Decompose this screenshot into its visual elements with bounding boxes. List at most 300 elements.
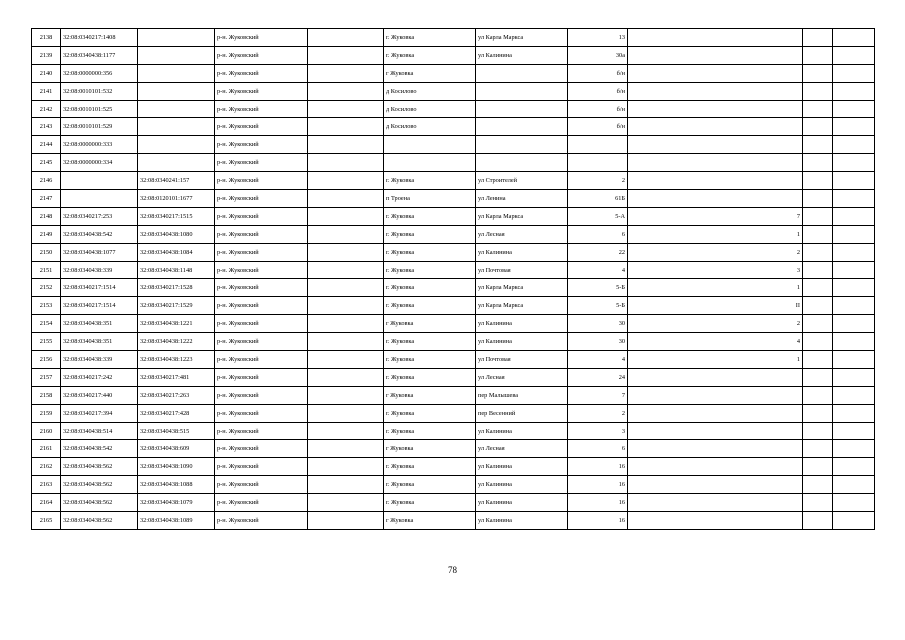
cadastral-number-cell: 32:08:0340438:542 [61, 225, 138, 243]
row-number-cell: 2162 [32, 458, 61, 476]
apartment-cell [628, 440, 803, 458]
cadastral-number-cell: 32:08:0340438:339 [61, 261, 138, 279]
blank-cell [308, 64, 384, 82]
object-cadastral-number-cell [138, 46, 215, 64]
district-cell: р-н. Жуковский [215, 458, 308, 476]
row-number-cell: 2163 [32, 476, 61, 494]
row-number-cell: 2145 [32, 154, 61, 172]
object-cadastral-number-cell [138, 64, 215, 82]
blank-cell [803, 458, 833, 476]
row-number-cell: 2165 [32, 512, 61, 530]
blank-cell [308, 422, 384, 440]
house-number-cell: б/н [568, 64, 628, 82]
object-cadastral-number-cell: 32:08:0340438:1088 [138, 476, 215, 494]
blank-cell [308, 368, 384, 386]
row-number-cell: 2147 [32, 190, 61, 208]
blank-cell [803, 404, 833, 422]
blank-cell [308, 136, 384, 154]
table-row [32, 386, 875, 404]
locality-cell: г. Жуковка [384, 458, 476, 476]
blank-cell [833, 297, 875, 315]
house-number-cell: 16 [568, 512, 628, 530]
blank-cell [308, 476, 384, 494]
district-cell: р-н. Жуковский [215, 351, 308, 369]
blank-cell [308, 279, 384, 297]
blank-cell [833, 315, 875, 333]
locality-cell: г. Жуковка [384, 279, 476, 297]
page-number: 78 [448, 565, 457, 575]
object-cadastral-number-cell [138, 100, 215, 118]
apartment-cell: 1 [628, 351, 803, 369]
blank-cell [308, 261, 384, 279]
blank-cell [833, 422, 875, 440]
district-cell: р-н. Жуковский [215, 190, 308, 208]
blank-cell [803, 386, 833, 404]
street-cell: ул Калинина [476, 494, 568, 512]
object-cadastral-number-cell: 32:08:0340438:1090 [138, 458, 215, 476]
cadastral-number-cell: 32:08:0340438:339 [61, 351, 138, 369]
district-cell: р-н. Жуковский [215, 261, 308, 279]
apartment-cell [628, 458, 803, 476]
cadastral-number-cell [61, 172, 138, 190]
table-body [32, 29, 875, 530]
cadastral-number-cell: 32:08:0000000:333 [61, 136, 138, 154]
apartment-cell [628, 118, 803, 136]
blank-cell [833, 261, 875, 279]
row-number-cell: 2144 [32, 136, 61, 154]
blank-cell [833, 100, 875, 118]
street-cell [476, 154, 568, 172]
object-cadastral-number-cell: 32:08:0340438:1223 [138, 351, 215, 369]
blank-cell [833, 404, 875, 422]
table-row [32, 440, 875, 458]
locality-cell: д Косилово [384, 118, 476, 136]
object-cadastral-number-cell: 32:08:0340438:1079 [138, 494, 215, 512]
cadastral-number-cell: 32:08:0340217:253 [61, 207, 138, 225]
district-cell: р-н. Жуковский [215, 136, 308, 154]
table-row [32, 297, 875, 315]
district-cell: р-н. Жуковский [215, 172, 308, 190]
blank-cell [833, 333, 875, 351]
district-cell: р-н. Жуковский [215, 494, 308, 512]
street-cell [476, 118, 568, 136]
blank-cell [308, 512, 384, 530]
district-cell: р-н. Жуковский [215, 29, 308, 47]
blank-cell [308, 458, 384, 476]
object-cadastral-number-cell [138, 136, 215, 154]
street-cell: ул Калинина [476, 243, 568, 261]
blank-cell [803, 243, 833, 261]
blank-cell [803, 207, 833, 225]
locality-cell: г Жуковка [384, 440, 476, 458]
locality-cell: г. Жуковка [384, 29, 476, 47]
table-row [32, 190, 875, 208]
registry-table [31, 28, 875, 530]
object-cadastral-number-cell: 32:08:0340241:157 [138, 172, 215, 190]
row-number-cell: 2138 [32, 29, 61, 47]
house-number-cell: 30 [568, 333, 628, 351]
district-cell: р-н. Жуковский [215, 422, 308, 440]
blank-cell [803, 261, 833, 279]
house-number-cell: 30 [568, 315, 628, 333]
apartment-cell [628, 512, 803, 530]
cadastral-number-cell: 32:08:0340217:440 [61, 386, 138, 404]
blank-cell [803, 46, 833, 64]
house-number-cell: 5-Б [568, 279, 628, 297]
house-number-cell: 6 [568, 225, 628, 243]
blank-cell [803, 297, 833, 315]
object-cadastral-number-cell: 32:08:0340217:1528 [138, 279, 215, 297]
table-row [32, 243, 875, 261]
cadastral-number-cell: 32:08:0340217:242 [61, 368, 138, 386]
blank-cell [833, 494, 875, 512]
blank-cell [833, 225, 875, 243]
house-number-cell [568, 136, 628, 154]
street-cell: ул Лесная [476, 440, 568, 458]
locality-cell: д Косилово [384, 100, 476, 118]
locality-cell: г. Жуковка [384, 333, 476, 351]
street-cell: ул Карла Маркса [476, 207, 568, 225]
street-cell [476, 64, 568, 82]
row-number-cell: 2149 [32, 225, 61, 243]
house-number-cell: б/н [568, 82, 628, 100]
cadastral-number-cell: 32:08:0340438:562 [61, 458, 138, 476]
apartment-cell [628, 494, 803, 512]
district-cell: р-н. Жуковский [215, 64, 308, 82]
row-number-cell: 2157 [32, 368, 61, 386]
row-number-cell: 2143 [32, 118, 61, 136]
object-cadastral-number-cell: 32:08:0340217:1515 [138, 207, 215, 225]
apartment-cell [628, 136, 803, 154]
locality-cell: п Троена [384, 190, 476, 208]
blank-cell [308, 172, 384, 190]
table-row [32, 172, 875, 190]
cadastral-number-cell: 32:08:0340438:514 [61, 422, 138, 440]
object-cadastral-number-cell: 32:08:0120101:1677 [138, 190, 215, 208]
blank-cell [308, 82, 384, 100]
cadastral-number-cell: 32:08:0340438:562 [61, 494, 138, 512]
blank-cell [803, 476, 833, 494]
house-number-cell: 4 [568, 261, 628, 279]
locality-cell: г. Жуковка [384, 351, 476, 369]
locality-cell: г. Жуковка [384, 368, 476, 386]
house-number-cell: 30а [568, 46, 628, 64]
blank-cell [803, 351, 833, 369]
blank-cell [308, 118, 384, 136]
blank-cell [833, 29, 875, 47]
table-row [32, 512, 875, 530]
apartment-cell [628, 154, 803, 172]
blank-cell [833, 172, 875, 190]
table-row [32, 207, 875, 225]
apartment-cell: 7 [628, 207, 803, 225]
blank-cell [833, 458, 875, 476]
table-row [32, 118, 875, 136]
blank-cell [803, 368, 833, 386]
blank-cell [833, 243, 875, 261]
table-row [32, 368, 875, 386]
table-row [32, 154, 875, 172]
row-number-cell: 2151 [32, 261, 61, 279]
house-number-cell: 24 [568, 368, 628, 386]
street-cell: ул Калинина [476, 333, 568, 351]
blank-cell [803, 136, 833, 154]
district-cell: р-н. Жуковский [215, 315, 308, 333]
row-number-cell: 2148 [32, 207, 61, 225]
blank-cell [308, 351, 384, 369]
table-row [32, 458, 875, 476]
object-cadastral-number-cell [138, 154, 215, 172]
blank-cell [308, 207, 384, 225]
blank-cell [833, 118, 875, 136]
district-cell: р-н. Жуковский [215, 100, 308, 118]
locality-cell: г. Жуковка [384, 243, 476, 261]
house-number-cell: 7 [568, 386, 628, 404]
table-row [32, 82, 875, 100]
object-cadastral-number-cell: 32:08:0340438:1221 [138, 315, 215, 333]
street-cell [476, 136, 568, 154]
district-cell: р-н. Жуковский [215, 333, 308, 351]
object-cadastral-number-cell: 32:08:0340438:1148 [138, 261, 215, 279]
table-row [32, 261, 875, 279]
row-number-cell: 2146 [32, 172, 61, 190]
locality-cell: г. Жуковка [384, 494, 476, 512]
apartment-cell [628, 368, 803, 386]
blank-cell [803, 172, 833, 190]
blank-cell [803, 29, 833, 47]
apartment-cell [628, 29, 803, 47]
house-number-cell: 13 [568, 29, 628, 47]
house-number-cell: 61Б [568, 190, 628, 208]
object-cadastral-number-cell [138, 118, 215, 136]
apartment-cell [628, 100, 803, 118]
cadastral-number-cell [61, 190, 138, 208]
cadastral-number-cell: 32:08:0340438:542 [61, 440, 138, 458]
object-cadastral-number-cell: 32:08:0340438:515 [138, 422, 215, 440]
table-row [32, 422, 875, 440]
house-number-cell: 3 [568, 422, 628, 440]
blank-cell [308, 154, 384, 172]
cadastral-number-cell: 32:08:0340217:1514 [61, 279, 138, 297]
district-cell: р-н. Жуковский [215, 512, 308, 530]
street-cell: ул Калинина [476, 458, 568, 476]
apartment-cell [628, 476, 803, 494]
row-number-cell: 2164 [32, 494, 61, 512]
cadastral-number-cell: 32:08:0340217:394 [61, 404, 138, 422]
row-number-cell: 2142 [32, 100, 61, 118]
row-number-cell: 2153 [32, 297, 61, 315]
object-cadastral-number-cell: 32:08:0340438:609 [138, 440, 215, 458]
blank-cell [833, 368, 875, 386]
blank-cell [833, 64, 875, 82]
street-cell: ул Карла Маркса [476, 29, 568, 47]
table-row [32, 136, 875, 154]
street-cell: ул Лесная [476, 225, 568, 243]
row-number-cell: 2154 [32, 315, 61, 333]
house-number-cell: б/н [568, 118, 628, 136]
blank-cell [833, 351, 875, 369]
apartment-cell [628, 422, 803, 440]
locality-cell: г. Жуковка [384, 297, 476, 315]
object-cadastral-number-cell: 32:08:0340217:1529 [138, 297, 215, 315]
blank-cell [308, 225, 384, 243]
house-number-cell: б/н [568, 100, 628, 118]
row-number-cell: 2139 [32, 46, 61, 64]
district-cell: р-н. Жуковский [215, 118, 308, 136]
table-row [32, 351, 875, 369]
apartment-cell [628, 64, 803, 82]
blank-cell [833, 154, 875, 172]
locality-cell: г Жуковка [384, 512, 476, 530]
blank-cell [308, 404, 384, 422]
row-number-cell: 2150 [32, 243, 61, 261]
street-cell: ул Почтовая [476, 351, 568, 369]
blank-cell [803, 118, 833, 136]
district-cell: р-н. Жуковский [215, 476, 308, 494]
blank-cell [308, 386, 384, 404]
district-cell: р-н. Жуковский [215, 404, 308, 422]
table-row [32, 225, 875, 243]
apartment-cell [628, 404, 803, 422]
cadastral-number-cell: 32:08:0340217:1514 [61, 297, 138, 315]
table-row [32, 100, 875, 118]
blank-cell [308, 315, 384, 333]
street-cell: ул Калинина [476, 512, 568, 530]
apartment-cell [628, 386, 803, 404]
object-cadastral-number-cell: 32:08:0340217:263 [138, 386, 215, 404]
table-row [32, 64, 875, 82]
blank-cell [833, 82, 875, 100]
street-cell: ул Калинина [476, 46, 568, 64]
district-cell: р-н. Жуковский [215, 154, 308, 172]
object-cadastral-number-cell [138, 82, 215, 100]
district-cell: р-н. Жуковский [215, 386, 308, 404]
blank-cell [803, 154, 833, 172]
blank-cell [308, 190, 384, 208]
district-cell: р-н. Жуковский [215, 368, 308, 386]
locality-cell: г. Жуковка [384, 172, 476, 190]
street-cell [476, 82, 568, 100]
row-number-cell: 2161 [32, 440, 61, 458]
table-row [32, 279, 875, 297]
apartment-cell: 2 [628, 243, 803, 261]
blank-cell [833, 512, 875, 530]
blank-cell [803, 333, 833, 351]
row-number-cell: 2159 [32, 404, 61, 422]
house-number-cell: 4 [568, 351, 628, 369]
district-cell: р-н. Жуковский [215, 82, 308, 100]
blank-cell [833, 46, 875, 64]
blank-cell [803, 494, 833, 512]
locality-cell: г. Жуковка [384, 404, 476, 422]
blank-cell [803, 440, 833, 458]
cadastral-number-cell: 32:08:0010101:529 [61, 118, 138, 136]
locality-cell [384, 136, 476, 154]
blank-cell [803, 190, 833, 208]
apartment-cell: 1 [628, 279, 803, 297]
cadastral-number-cell: 32:08:0340217:1408 [61, 29, 138, 47]
locality-cell: г Жуковка [384, 64, 476, 82]
table-row [32, 476, 875, 494]
apartment-cell: 2 [628, 315, 803, 333]
locality-cell [384, 154, 476, 172]
house-number-cell: 6 [568, 440, 628, 458]
district-cell: р-н. Жуковский [215, 225, 308, 243]
street-cell [476, 100, 568, 118]
row-number-cell: 2156 [32, 351, 61, 369]
cadastral-number-cell: 32:08:0340438:562 [61, 476, 138, 494]
district-cell: р-н. Жуковский [215, 243, 308, 261]
cadastral-number-cell: 32:08:0010101:532 [61, 82, 138, 100]
blank-cell [308, 494, 384, 512]
cadastral-number-cell: 32:08:0340438:1077 [61, 243, 138, 261]
blank-cell [803, 315, 833, 333]
blank-cell [308, 100, 384, 118]
blank-cell [803, 422, 833, 440]
house-number-cell: 16 [568, 458, 628, 476]
apartment-cell: II [628, 297, 803, 315]
blank-cell [308, 297, 384, 315]
locality-cell: г Жуковка [384, 386, 476, 404]
table-row [32, 29, 875, 47]
table-row [32, 494, 875, 512]
row-number-cell: 2141 [32, 82, 61, 100]
house-number-cell [568, 154, 628, 172]
object-cadastral-number-cell: 32:08:0340217:481 [138, 368, 215, 386]
street-cell: ул Калинина [476, 476, 568, 494]
house-number-cell: 16 [568, 494, 628, 512]
object-cadastral-number-cell: 32:08:0340438:1084 [138, 243, 215, 261]
row-number-cell: 2160 [32, 422, 61, 440]
blank-cell [308, 46, 384, 64]
apartment-cell [628, 82, 803, 100]
blank-cell [803, 100, 833, 118]
blank-cell [803, 512, 833, 530]
locality-cell: г. Жуковка [384, 261, 476, 279]
street-cell: ул Калинина [476, 315, 568, 333]
house-number-cell: 5-А [568, 207, 628, 225]
table-row [32, 315, 875, 333]
cadastral-number-cell: 32:08:0000000:334 [61, 154, 138, 172]
blank-cell [833, 440, 875, 458]
locality-cell: г. Жуковка [384, 476, 476, 494]
street-cell: ул Карла Маркса [476, 297, 568, 315]
row-number-cell: 2155 [32, 333, 61, 351]
apartment-cell [628, 190, 803, 208]
locality-cell: д Косилово [384, 82, 476, 100]
cadastral-number-cell: 32:08:0340438:351 [61, 315, 138, 333]
cadastral-number-cell: 32:08:0000000:356 [61, 64, 138, 82]
house-number-cell: 2 [568, 404, 628, 422]
apartment-cell [628, 172, 803, 190]
blank-cell [803, 82, 833, 100]
blank-cell [833, 136, 875, 154]
district-cell: р-н. Жуковский [215, 440, 308, 458]
street-cell: ул Почтовая [476, 261, 568, 279]
blank-cell [308, 243, 384, 261]
locality-cell: г. Жуковка [384, 225, 476, 243]
blank-cell [803, 279, 833, 297]
locality-cell: г. Жуковка [384, 207, 476, 225]
row-number-cell: 2140 [32, 64, 61, 82]
blank-cell [833, 386, 875, 404]
cadastral-number-cell: 32:08:0340438:1177 [61, 46, 138, 64]
street-cell: ул Лесная [476, 368, 568, 386]
district-cell: р-н. Жуковский [215, 46, 308, 64]
table-row [32, 404, 875, 422]
apartment-cell: 3 [628, 261, 803, 279]
apartment-cell: 1 [628, 225, 803, 243]
